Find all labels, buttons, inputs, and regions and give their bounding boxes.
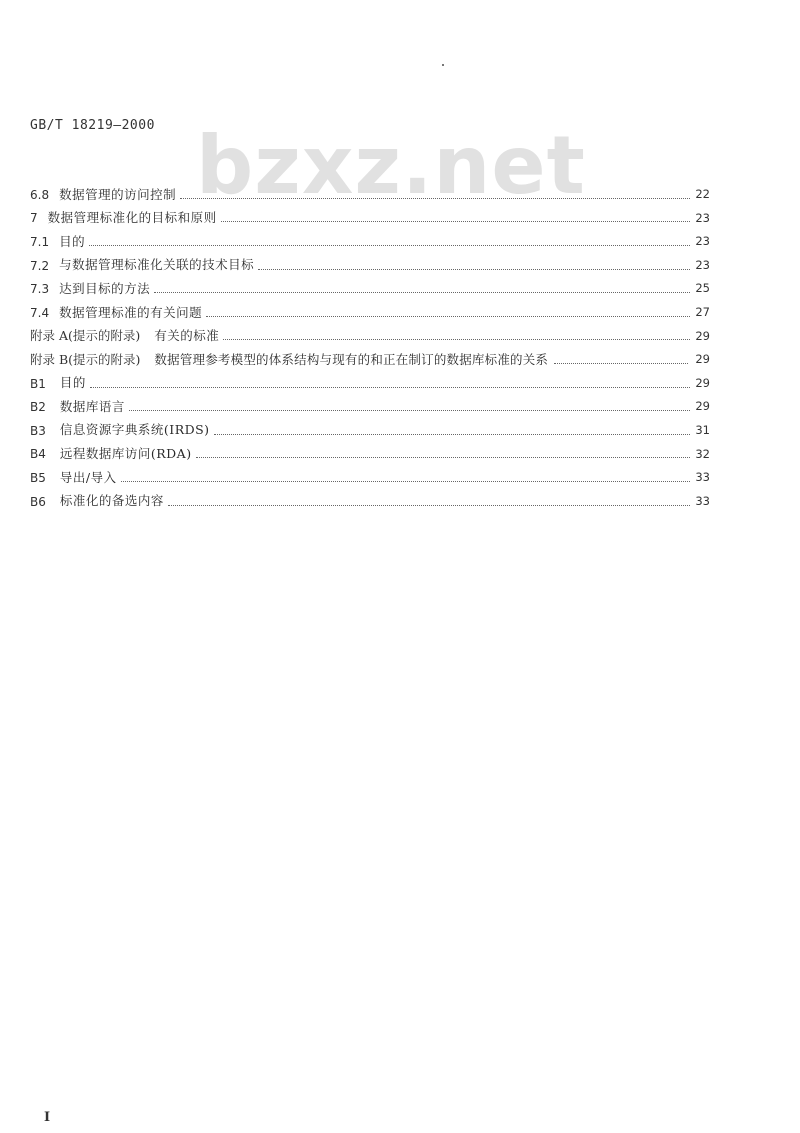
toc-entry-b1[interactable]	[30, 372, 710, 396]
toc-leader-dots	[223, 338, 690, 340]
toc-entry-title: 目的	[59, 233, 86, 249]
toc-entry-number: 7.2	[30, 258, 50, 273]
toc-entry-number: B4	[30, 447, 46, 462]
toc-leader-dots	[206, 315, 690, 317]
toc-entry-page: 29	[695, 399, 710, 414]
toc-entry-number: 6.8	[30, 187, 50, 202]
toc-entry-title: 导出/导入	[59, 469, 117, 485]
toc-leader-dots	[180, 197, 690, 199]
toc-entry-number: 7.3	[30, 282, 50, 297]
toc-entry-page: 22	[695, 187, 710, 202]
toc-leader-dots	[168, 504, 690, 506]
toc-entry-page: 25	[695, 281, 710, 296]
toc-entry-7-3[interactable]	[30, 277, 710, 301]
toc-entry-title: 数据管理标准化的目标和原则	[47, 210, 217, 226]
toc-entry-page: 31	[695, 422, 710, 437]
toc-entry-title: 有关的标准	[154, 328, 220, 344]
toc-entry-number: B1	[30, 376, 46, 391]
toc-leader-dots	[196, 456, 690, 458]
toc-entry-title: 数据库语言	[59, 398, 125, 414]
toc-entry-b4[interactable]	[30, 443, 710, 467]
toc-entry-7-2[interactable]	[30, 254, 710, 278]
standard-code-header: GB/T 18219—2000	[30, 118, 155, 133]
toc-entry-b3[interactable]	[30, 419, 710, 443]
toc-entry-appendix-a[interactable]	[30, 325, 710, 349]
toc-entry-page: 33	[695, 493, 710, 508]
toc-entry-page: 29	[695, 375, 710, 390]
toc-entry-page: 27	[695, 305, 710, 320]
toc-entry-title: 数据管理标准的有关问题	[59, 304, 203, 320]
toc-entry-6-8[interactable]	[30, 183, 710, 207]
watermark: bzxz.net	[196, 119, 586, 212]
toc-leader-dots	[129, 409, 690, 411]
toc-entry-appendix-b[interactable]	[30, 348, 710, 372]
toc-entry-7-1[interactable]	[30, 230, 710, 254]
toc-entry-number: B5	[30, 470, 46, 485]
page-number: I	[44, 1110, 51, 1125]
toc-entry-number: B2	[30, 400, 46, 415]
toc-leader-dots	[554, 362, 688, 364]
toc-entry-page: 23	[695, 210, 710, 225]
toc-entry-number: 7.4	[30, 305, 50, 320]
toc-entry-title: 信息资源字典系统(IRDS)	[59, 422, 210, 438]
toc-entry-number: 附录 A(提示的附录)	[30, 328, 141, 344]
toc-entry-page: 33	[695, 470, 710, 485]
toc-entry-title: 远程数据库访问(RDA)	[59, 446, 192, 462]
toc-entry-page: 29	[695, 328, 710, 343]
toc-entry-7-4[interactable]	[30, 301, 710, 325]
toc-leader-dots	[258, 268, 690, 270]
toc-entry-number: B6	[30, 494, 46, 509]
toc-entry-number: B3	[30, 423, 46, 438]
toc-entry-b2[interactable]	[30, 395, 710, 419]
toc-entry-page: 29	[695, 352, 710, 367]
toc-entry-title: 达到目标的方法	[59, 280, 151, 296]
toc-leader-dots	[90, 386, 690, 388]
toc-entry-page: 23	[695, 257, 710, 272]
toc-entry-number: 7.1	[30, 234, 50, 249]
toc-leader-dots	[154, 291, 690, 293]
toc-entry-b5[interactable]	[30, 466, 710, 490]
toc-entry-title: 标准化的备选内容	[59, 493, 164, 509]
toc-leader-dots	[89, 244, 690, 246]
toc-entry-b6[interactable]	[30, 490, 710, 514]
toc-entry-page: 32	[695, 446, 710, 461]
toc-entry-7[interactable]	[30, 207, 710, 231]
toc-entry-title: 与数据管理标准化关联的技术目标	[59, 257, 255, 273]
toc-entry-title: 数据管理的访问控制	[59, 186, 177, 202]
scan-speck	[442, 64, 444, 66]
toc-entry-number: 7	[30, 211, 38, 226]
table-of-contents	[30, 183, 710, 513]
toc-entry-page: 23	[695, 234, 710, 249]
toc-entry-title: 数据管理参考模型的体系结构与现有的和正在制订的数据库标准的关系	[154, 351, 549, 367]
toc-entry-number: 附录 B(提示的附录)	[30, 351, 141, 367]
toc-leader-dots	[121, 480, 690, 482]
toc-entry-title: 目的	[59, 375, 86, 391]
toc-leader-dots	[214, 433, 690, 435]
toc-leader-dots	[221, 220, 690, 222]
